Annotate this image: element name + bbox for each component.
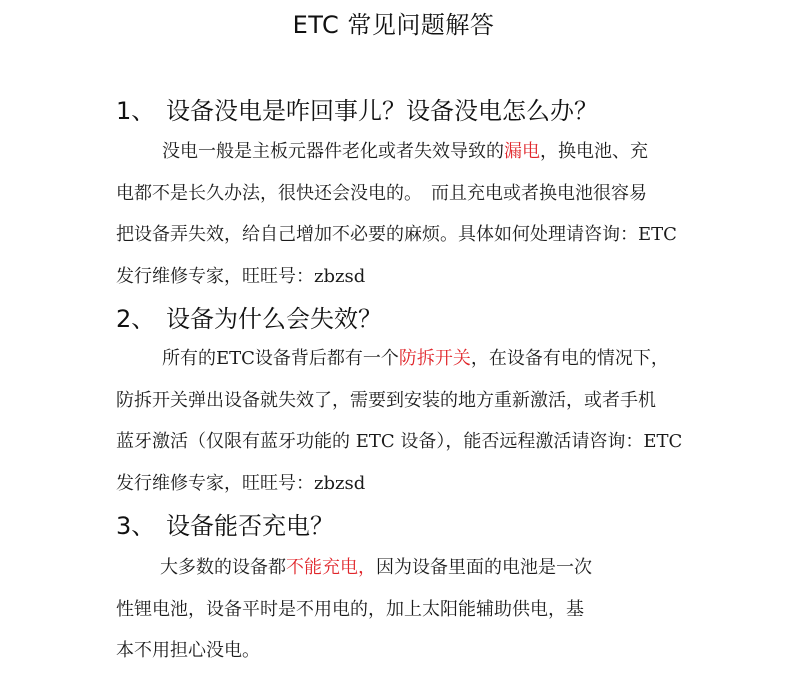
section-2-line-2: 防拆开关弹出设备就失效了，需要到安装的地方重新激活，或者手机: [116, 389, 656, 411]
section-1-line-1: [116, 131, 672, 173]
section-3-body: [116, 547, 672, 672]
section-3-highlight: 不能充电，: [286, 557, 376, 578]
section-2-heading: [116, 302, 382, 336]
section-1-number: 1、: [116, 97, 156, 125]
section-2-line-1-text-a: 所有的ETC设备背后都有一个: [162, 348, 399, 369]
section-3-line-2: 性锂电池，设备平时是不用电的，加上太阳能辅助供电，基: [116, 598, 584, 620]
section-1-line-1-text-b: ，换电池、充: [540, 141, 648, 162]
section-3-line-3: 本不用担心没电。: [116, 640, 260, 661]
section-1-heading: [116, 94, 598, 128]
section-1-line-2: 电都不是长久办法，很快还会没电的。 而且充电或者换电池很容易: [116, 182, 647, 204]
section-3-heading-text: 设备能否充电？: [166, 512, 334, 540]
section-2-line-4: 发行维修专家，旺旺号：zbzsd: [116, 472, 366, 494]
section-3-number: 3、: [116, 512, 156, 540]
section-1-heading-text: 设备没电是咋回事儿？设备没电怎么办？: [166, 97, 598, 125]
section-1-highlight: 漏电: [504, 141, 540, 162]
section-1-line-4: 发行维修专家，旺旺号：zbzsd: [116, 265, 366, 287]
page-title: ETC 常见问题解答: [292, 11, 495, 39]
section-2-number: 2、: [116, 305, 156, 333]
section-1-line-3: 把设备弄失效，给自己增加不必要的麻烦。具体如何处理请咨询：ETC: [116, 224, 677, 245]
section-3-line-1-text-a: 大多数的设备都: [160, 557, 286, 578]
section-2-line-1: [116, 338, 672, 380]
section-2-line-1-text-b: ，在设备有电的情况下，: [470, 348, 669, 369]
section-3-heading: [116, 509, 334, 543]
section-2-highlight: 防拆开关: [398, 348, 471, 369]
section-1-body: [116, 131, 677, 297]
section-2-line-3: 蓝牙激活（仅限有蓝牙功能的 ETC 设备），能否远程激活请咨询：ETC: [116, 431, 683, 452]
section-1-line-1-text-a: 没电一般是主板元器件老化或者失效导致的: [162, 141, 504, 162]
section-3-line-1: [116, 547, 672, 589]
section-2-body: [116, 338, 683, 504]
section-3-line-1-text-b: 因为设备里面的电池是一次: [376, 557, 592, 578]
section-2-heading-text: 设备为什么会失效？: [166, 305, 382, 333]
